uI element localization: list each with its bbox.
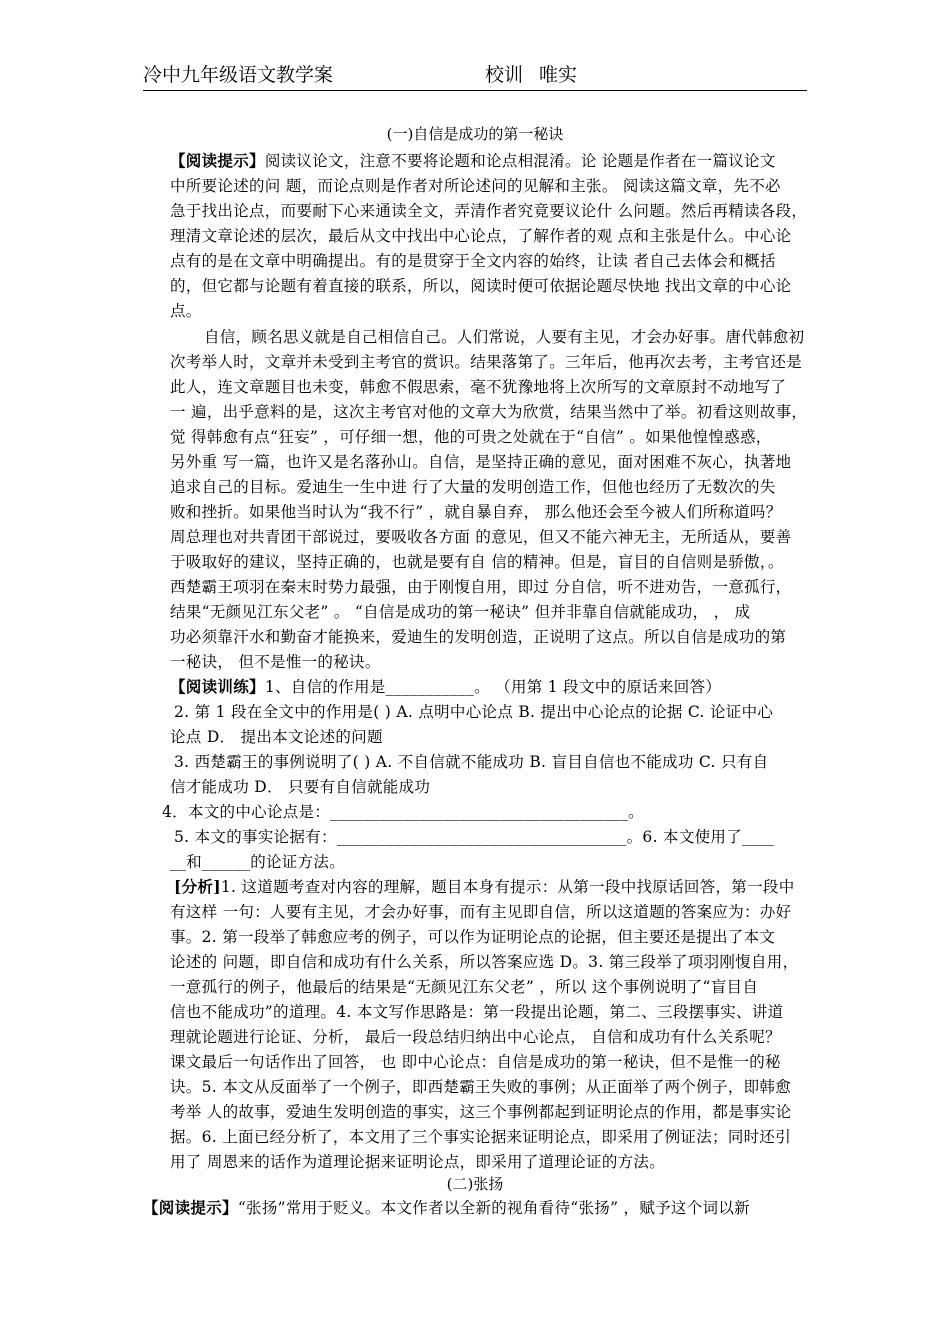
analysis-line-8: 课文最后一句话作出了回答， 也 即中心论点：自信是成功的第一秘诀，但不是惟一的秘 [170, 1053, 781, 1071]
hint-line-5: 点有的是在文章中明确提出。有的是贯穿于全文内容的始终，让读 者自己去体会和概括 [170, 252, 776, 270]
analysis-line-7: 理就论题进行论证、分析， 最后一段总结归纳出中心论点， 自信和成功有什么关系呢？ [170, 1028, 781, 1046]
analysis-line-2: 有这样 一句：人要有主见，才会办好事，而有主见即自信，所以这道题的答案应为：办好 [170, 903, 792, 921]
training-line-2: 2. 第 1 段在全文中的作用是( ) A. 点明中心论点 B. 提出中心论点的论据 C. 论证中心 [174, 703, 774, 721]
header-course-title: 冷中九年级语文教学案 [143, 64, 334, 86]
section-2-hint-label: 【阅读提示】 [143, 1198, 238, 1217]
body-line-3: 此人，连文章题目也未变，韩愈不假思索，毫不犹豫地将上次所写的文章原封不动地写了 [170, 378, 787, 396]
training-line-8: __和______的论证方法。 [170, 853, 346, 871]
page-header [143, 60, 807, 91]
body-line-10: 于吸取好的建议，坚持正确的，也就是要有自 信的精神。但是，盲目的自信则是骄傲，。 [170, 553, 784, 571]
body-line-1: 自信，顾名思义就是自己相信自己。人们常说，人要有主见，才会办好事。唐代韩愈初 [204, 328, 805, 346]
section-2-title: (二)张扬 [446, 1175, 504, 1193]
body-line-8: 败和挫折。如果他当时认为“我不行” ，就自暴自弃， 那么他还会至今被人们所称道吗？ [170, 503, 782, 521]
training-line-1: 【阅读训练】1、自信的作用是___________。 （用第 1 段文中的原话来回答） [170, 677, 722, 696]
training-line-4: 3. 西楚霸王的事例说明了( ) A. 不自信就不能成功 B. 盲目自信也不能成功 C. 只有自 [174, 753, 769, 771]
training-label: 【阅读训练】 [170, 677, 265, 696]
hint-line-6: 的，但它都与论题有着直接的联系，所以，阅读时便可依据论题尽快地 找出文章的中心论 [170, 277, 792, 295]
hint-line-4: 理清文章论述的层次，最后从文中找出中心论点，了解作者的观 点和主张是什么。中心论 [170, 227, 792, 245]
hint-line-2: 中所要论述的问 题，而论点则是作者对所论述问的见解和主张。 阅读这篇文章，先不必 [170, 177, 781, 195]
training-line-7: 5. 本文的事实论据有：____________________________________。6. 本文使用了____ [174, 828, 775, 846]
hint-line-3: 急于找出论点，而要耐下心来通读全文，弄清作者究竟要议论什 么问题。然后再精读各段， [170, 202, 808, 220]
hint-line-1: 【阅读提示】阅读议论文，注意不要将论题和论点相混淆。论 论题是作者在一篇议论文 [170, 151, 776, 170]
analysis-line-6: 信也不能成功”的道理。4. 本文写作思路是：第一段提出论题，第二、三段摆事实、讲道 [170, 1003, 784, 1021]
analysis-line-10: 考举 人的故事，爱迪生发明创造的事实，这三个事例都起到证明论点的作用，都是事实论 [170, 1103, 792, 1121]
section-1-title: (一)自信是成功的第一秘诀 [386, 125, 564, 143]
body-line-14: 一秘诀， 但不是惟一的秘诀。 [170, 653, 381, 671]
analysis-line-11: 据。6. 上面已经分析了，本文用了三个事实论据来证明论点，即采用了例证法；同时还引 [170, 1128, 792, 1146]
body-line-13: 功必须靠汗水和勤奋才能换来，爱迪生的发明创造，正说明了这点。所以自信是成功的第 [170, 628, 787, 646]
analysis-line-1: [分析]1. 这道题考查对内容的理解，题目本身有提示：从第一段中找原话回答，第一段中 [174, 877, 795, 896]
body-line-11: 西楚霸王项羽在秦末时势力最强，由于刚愎自用，即过 分自信，听不进劝告，一意孤行， [170, 578, 792, 596]
training-line-3: 论点 D． 提出本文论述的问题 [170, 728, 383, 746]
body-line-7: 追求自己的目标。爱迪生一生中进 行了大量的发明创造工作，但他也经历了无数次的失 [170, 478, 776, 496]
body-line-4: 一 遍，出乎意料的是，这次主考官对他的文章大为欣赏，结果当然中了举。初看这则故事， [170, 403, 808, 421]
body-line-5: 觉 得韩愈有点“狂妄” ，可仔细一想，他的可贵之处就在于“自信” 。如果他惶惶惑惑， [170, 428, 772, 446]
body-line-6: 另外重 写一篇，也许又是名落孙山。自信，是坚持正确的意见，面对困难不灰心，执著地 [170, 453, 792, 471]
body-line-2: 次考举人时，文章并未受到主考官的赏识。结果落第了。三年后，他再次去考，主考官还是 [170, 353, 803, 371]
section-2-hint-line: 【阅读提示】“张扬”常用于贬义。本文作者以全新的视角看待“张扬” ，赋予这个词以新 [143, 1198, 750, 1217]
header-motto: 校训 唯实 [485, 64, 578, 86]
analysis-line-5: 一意孤行的例子，他最后的结果是“无颜见江东父老” ，所以 这个事例说明了“盲目自 [170, 978, 759, 996]
analysis-line-3: 事。2. 第一段举了韩愈应考的例子，可以作为证明论点的论据，但主要还是提出了本文 [170, 928, 776, 946]
analysis-line-9: 诀。5. 本文从反面举了一个例子，即西楚霸王失败的事例；从正面举了两个例子，即韩愈 [170, 1078, 792, 1096]
analysis-line-12: 用了 周恩来的话作为道理论据来证明论点，即采用了道理论证的方法。 [170, 1153, 666, 1171]
body-line-12: 结果“无颜见江东父老” 。 “自信是成功的第一秘诀” 但并非靠自信就能成功， ， 成 [170, 603, 751, 621]
hint-line-7: 点。 [170, 302, 202, 320]
body-line-9: 周总理也对共青团干部说过，要吸收各方面 的意见，但又不能六神无主，无所适从，要善 [170, 528, 792, 546]
analysis-label: [分析] [174, 877, 221, 896]
analysis-line-4: 论述的 问题，即自信和成功有什么关系，所以答案应选 D。3. 第三段举了项羽刚愎自用， [170, 953, 799, 971]
training-line-6: 4．本文的中心论点是：_____________________________________。 [162, 803, 644, 821]
hint-label: 【阅读提示】 [170, 151, 265, 170]
training-line-5: 信才能成功 D． 只要有自信就能成功 [170, 778, 431, 796]
